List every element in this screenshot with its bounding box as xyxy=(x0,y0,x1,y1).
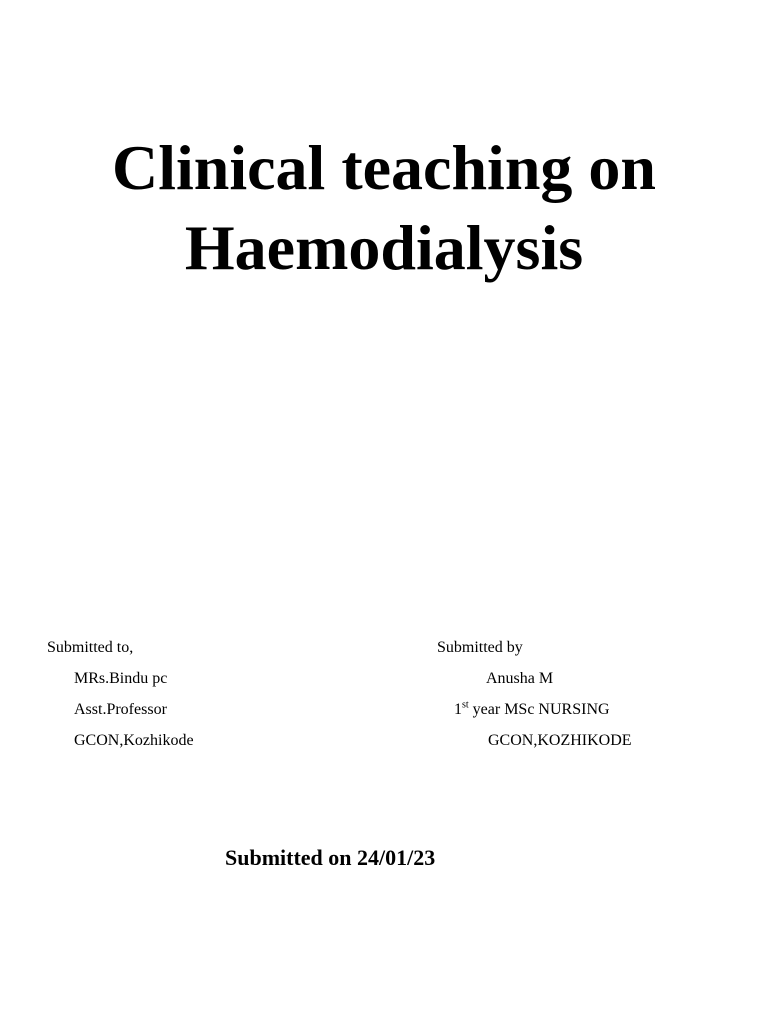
submitted-by-name: Anusha M xyxy=(486,670,554,687)
course-name: year MSc NURSING xyxy=(468,701,610,718)
submission-date: Submitted on 24/01/23 xyxy=(225,845,436,870)
year-suffix: st xyxy=(462,699,469,711)
submitted-by-institution: GCON,KOZHIKODE xyxy=(488,732,632,749)
year-number: 1 xyxy=(454,701,462,718)
submitted-to-name: MRs.Bindu pc xyxy=(74,670,168,687)
title-line-2: Haemodialysis xyxy=(184,212,584,283)
submitted-by-heading: Submitted by xyxy=(437,639,523,656)
submitted-to-designation: Asst.Professor xyxy=(74,701,167,718)
title-line-1: Clinical teaching on xyxy=(111,132,657,203)
document-title xyxy=(0,128,768,288)
submitted-by-course xyxy=(454,700,610,720)
submitted-to-heading: Submitted to, xyxy=(47,639,134,656)
submitted-to-institution: GCON,Kozhikode xyxy=(74,732,194,749)
